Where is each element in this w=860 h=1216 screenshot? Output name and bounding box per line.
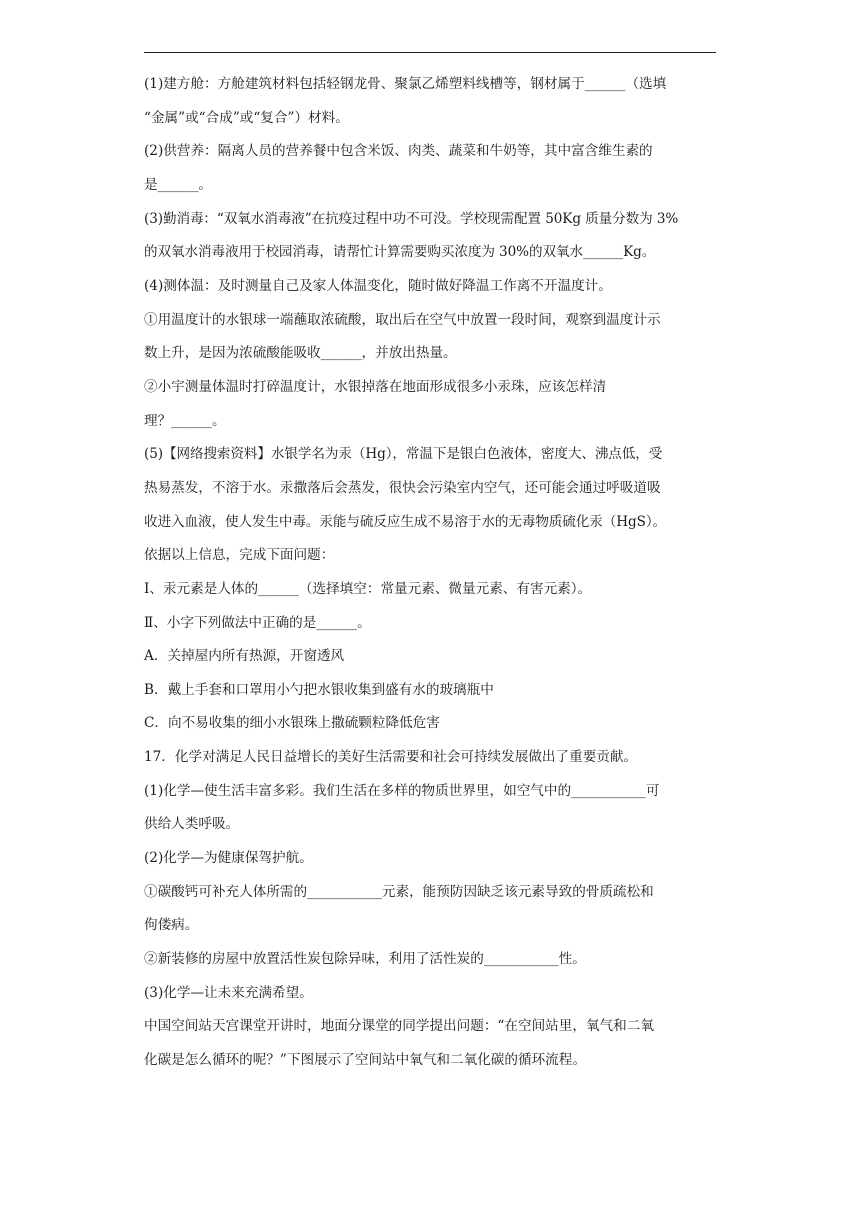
text-line: 数上升，是因为浓硫酸能吸收______，并放出热量。 [144,345,457,362]
text-line: 依据以上信息，完成下面问题： [144,547,335,564]
text-line: ②新装修的房屋中放置活性炭包除异味，利用了活性炭的___________性。 [144,951,586,968]
text-line: ①碳酸钙可补充人体所需的___________元素，能预防因缺乏该元素导致的骨质疏松和 [144,883,654,900]
text-line: “金属”或“合成”或“复合”）材料。 [144,109,349,126]
text-line: 理？______。 [144,412,226,429]
option-b: B．戴上手套和口罩用小勺把水银收集到盛有水的玻璃瓶中 [144,681,494,698]
question-17-title: 17．化学对满足人民日益增长的美好生活需要和社会可持续发展做出了重要贡献。 [144,749,638,766]
text-line: Ⅱ、小字下列做法中正确的是______。 [144,614,371,631]
text-line: (2)供营养：隔离人员的营养餐中包含米饭、肉类、蔬菜和牛奶等，其中富含维生素的 [144,143,653,160]
text-line: I、汞元素是人体的______（选择填空：常量元素、微量元素、有害元素）。 [144,580,592,597]
text-line: (4)测体温：及时测量自己及家人体温变化，随时做好降温工作离不开温度计。 [144,277,612,294]
text-line: 中国空间站天宫课堂开讲时，地面分课堂的同学提出问题：“在空间站里，氧气和二氧 [144,1018,654,1035]
text-line: 收进入血液，使人发生中毒。汞能与硫反应生成不易溶于水的无毒物质硫化汞（HgS）。 [144,513,667,530]
text-line: ①用温度计的水银球一端蘸取浓硫酸，取出后在空气中放置一段时间，观察到温度计示 [144,311,661,328]
text-line: (1)化学—使生活丰富多彩。我们生活在多样的物质世界里，如空气中的___________可 [144,782,660,799]
option-a: A．关掉屋内所有热源，开窗透风 [144,648,345,665]
text-line: 的双氧水消毒液用于校园消毒，请帮忙计算需要购买浓度为 30%的双氧水______Kg。 [144,244,656,261]
text-line: 化碳是怎么循环的呢？”下图展示了空间站中氧气和二氧化碳的循环流程。 [144,1052,586,1069]
document-body [144,68,720,1078]
text-line: 是______。 [144,176,212,193]
text-line: (2)化学—为健康保驾护航。 [144,850,313,867]
header-divider [144,52,716,53]
option-c: C．向不易收集的细小水银珠上撒硫颗粒降低危害 [144,715,440,732]
text-line: 佝偻病。 [144,917,199,934]
text-line: ②小宇测量体温时打碎温度计，水银掉落在地面形成很多小汞珠，应该怎样清 [144,378,607,395]
text-line: (3)化学—让未来充满希望。 [144,984,313,1001]
text-line: (3)勤消毒：“双氧水消毒液”在抗疫过程中功不可没。学校现需配置 50Kg 质量分数为 3% [144,210,679,227]
text-line: (1)建方舱：方舱建筑材料包括轻钢龙骨、聚氯乙烯塑料线槽等，钢材属于______（选填 [144,76,667,92]
text-line: 供给人类呼吸。 [144,816,240,833]
text-line: (5)【网络搜索资料】水银学名为汞（Hg），常温下是银白色液体，密度大、沸点低，受 [144,446,663,463]
text-line: 热易蒸发，不溶于水。汞撒落后会蒸发，很快会污染室内空气，还可能会通过呼吸道吸 [144,479,661,496]
